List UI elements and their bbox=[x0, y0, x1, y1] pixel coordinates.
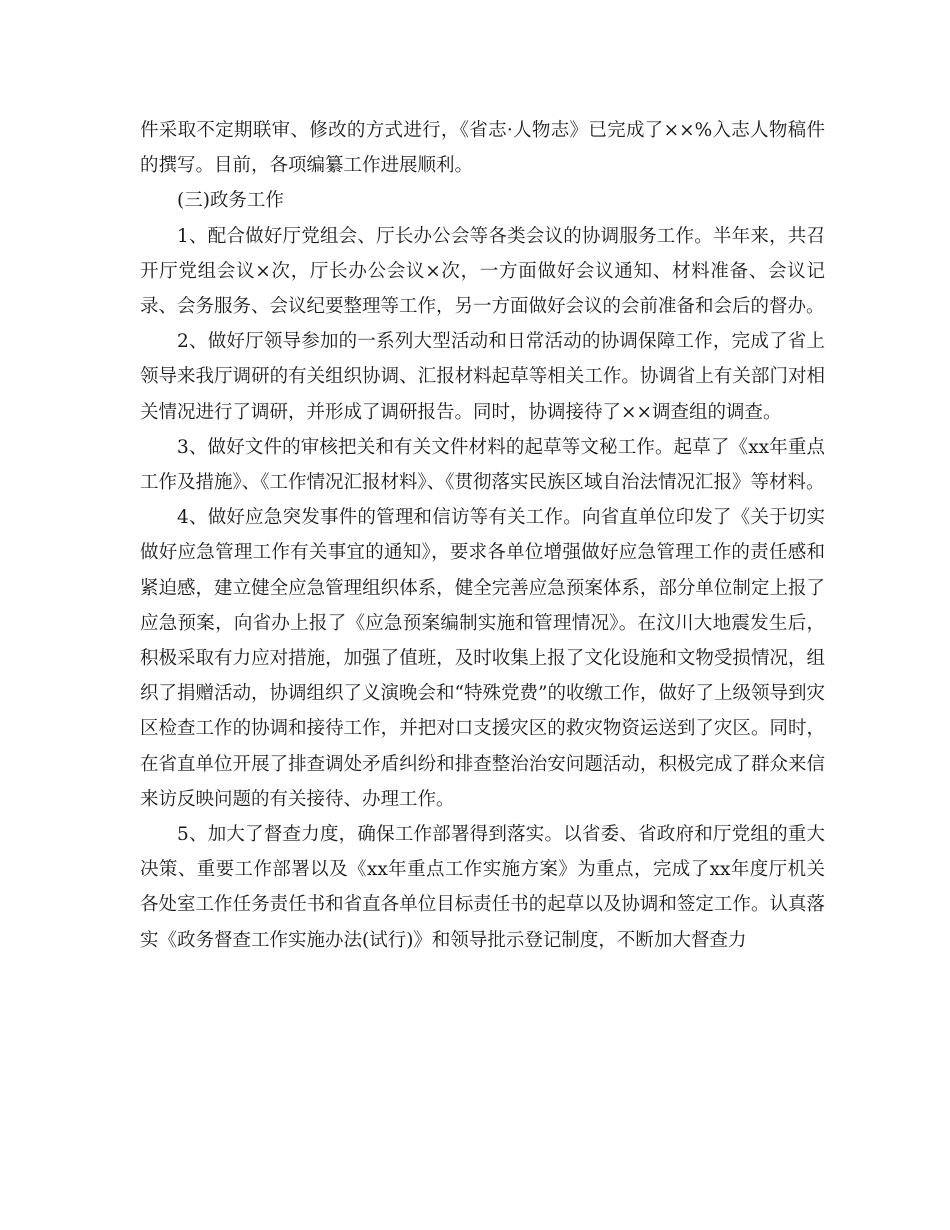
paragraph-continuation: 件采取不定期联审、修改的方式进行，《省志·人物志》已完成了××%入志人物稿件的撰写。目前，各项编纂工作进展顺利。 bbox=[140, 120, 825, 177]
paragraph: 4、做好应急突发事件的管理和信访等有关工作。向省直单位印发了《关于切实做好应急管理工作有关事宜的通知》，要求各单位增强做好应急管理工作的责任感和紧迫感，建立健全应急管理组织体系，健全完善应急预案体系，部分单位制定上报了应急预案，向省办上报了《应急预案编制实施和管理情况》。在汶川大地震发生后，积极采取有力应对措施，加强了值班，及时收集上报了文化设施和文物受损情况，组织了捐赠活动，协调组织了义演晚会和“特殊党费”的收缴工作，做好了上级领导到灾区检查工作的协调和接待工作，并把对口支援灾区的救灾物资运送到了灾区。同时，在省直单位开展了排查调处矛盾纠纷和排查整治治安问题活动，积极完成了群众来信来访反映问题的有关接待、办理工作。 bbox=[140, 507, 825, 810]
document-body bbox=[140, 113, 825, 958]
paragraph: 3、做好文件的审核把关和有关文件材料的起草等文秘工作。起草了《xx年重点工作及措施》、《工作情况汇报材料》、《贯彻落实民族区域自治法情况汇报》等材料。 bbox=[140, 436, 825, 494]
paragraph: 1、配合做好厅党组会、厅长办公会等各类会议的协调服务工作。半年来，共召开厅党组会议×次，厅长办公会议×次，一方面做好会议通知、材料准备、会议记录、会务服务、会议纪要整理等工作，另一方面做好会议的会前准备和会后的督办。 bbox=[140, 225, 825, 318]
paragraph: 2、做好厅领导参加的一系列大型活动和日常活动的协调保障工作，完成了省上领导来我厅调研的有关组织协调、汇报材料起草等相关工作。协调省上有关部门对相关情况进行了调研，并形成了调研报告。同时，协调接待了××调查组的调查。 bbox=[140, 331, 825, 423]
paragraph: 5、加大了督查力度，确保工作部署得到落实。以省委、省政府和厅党组的重大决策、重要工作部署以及《xx年重点工作实施方案》为重点，完成了xx年度厅机关各处室工作任务责任书和省直各单位目标责任书的起草以及协调和签定工作。认真落实《政务督查工作实施办法(试行)》和领导批示登记制度，不断加大督查力 bbox=[140, 824, 825, 951]
section-heading: (三)政务工作 bbox=[177, 190, 284, 212]
